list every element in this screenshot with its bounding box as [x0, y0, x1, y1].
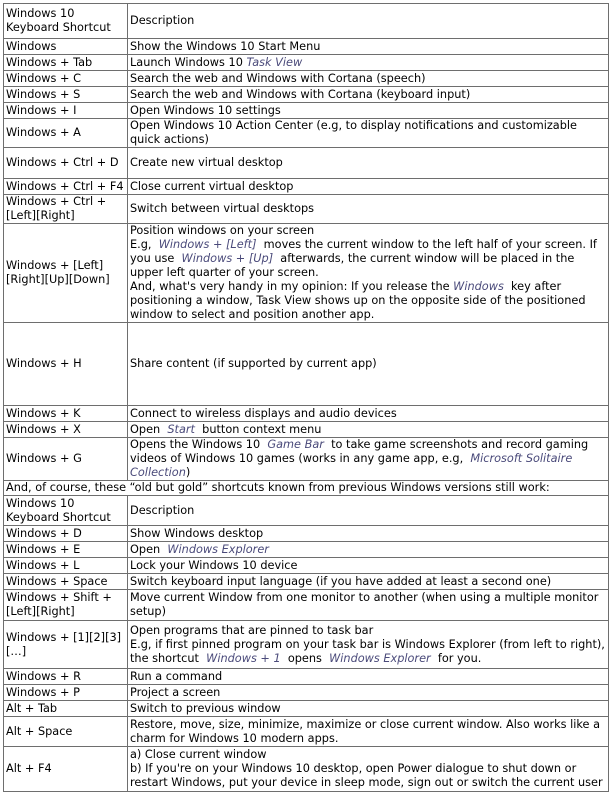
description-text: Restore, move, size, minimize, maximize or close current window. Also works like a charm for Windows 10 modern apps.: [130, 717, 604, 745]
shortcut-cell: Windows + Space: [4, 574, 128, 590]
table-row: [4, 717, 609, 747]
description-text: key after positioning a window, Task View shows up on the opposite side of the positioned window to select and position another app.: [130, 280, 590, 321]
description-cell: [128, 195, 609, 224]
description-text: Switch between virtual desktops: [130, 202, 315, 215]
shortcut-cell: Windows + [1][2][3][…]: [4, 621, 128, 669]
table-row: [4, 558, 609, 574]
shortcut-cell: Windows: [4, 39, 128, 55]
shortcut-cell: Windows + I: [4, 103, 128, 119]
table-row: [4, 406, 609, 422]
description-text: Open: [130, 422, 168, 436]
table-row: [4, 224, 609, 323]
emphasis-text: Task View: [246, 55, 303, 69]
table-row: [4, 685, 609, 701]
shortcut-cell: Windows + Ctrl + D: [4, 148, 128, 179]
shortcut-cell: Windows + S: [4, 87, 128, 103]
description-text: Position windows on your screen: [130, 224, 315, 237]
shortcut-cell: Windows + Ctrl + [Left][Right]: [4, 195, 128, 224]
table-row: [4, 195, 609, 224]
table-row: [4, 438, 609, 481]
header-description-cell: Description: [128, 496, 609, 526]
description-cell: [128, 179, 609, 195]
shortcut-cell: Windows + X: [4, 422, 128, 438]
description-text: opens: [280, 651, 330, 665]
description-text: E.g,: [130, 238, 159, 251]
description-cell: [128, 747, 609, 792]
description-text: Close current virtual desktop: [130, 179, 294, 193]
description-cell: [128, 669, 609, 685]
description-cell: [128, 438, 609, 481]
description-cell: [128, 590, 609, 621]
description-text: for you.: [430, 651, 482, 665]
shortcut-cell: Windows + Ctrl + F4: [4, 179, 128, 195]
header-shortcut-cell: Windows 10 Keyboard Shortcut: [4, 496, 128, 526]
header-description-cell: Description: [128, 4, 609, 39]
table-row: [4, 526, 609, 542]
description-text: Create new virtual desktop: [130, 156, 283, 169]
table-row: [4, 39, 609, 55]
table-row: [4, 71, 609, 87]
emphasis-text: Windows + 1: [206, 651, 281, 665]
table-header-row: [4, 4, 609, 39]
description-text: Move current Window from one monitor to another (when using a multiple monitor setup): [130, 591, 602, 618]
description-cell: [128, 148, 609, 179]
description-cell: [128, 526, 609, 542]
description-text: afterwards, the current window will be placed in the upper left quarter of your screen.: [130, 252, 578, 279]
shortcut-cell: Alt + Space: [4, 717, 128, 747]
description-text: a) Close current window: [130, 748, 267, 761]
table-row: [4, 669, 609, 685]
emphasis-text: Windows + [Up]: [181, 252, 274, 265]
description-cell: [128, 39, 609, 55]
description-text: ): [185, 466, 191, 479]
shortcut-cell: Windows + A: [4, 119, 128, 148]
description-text: Show the Windows 10 Start Menu: [130, 39, 321, 53]
table-row: [4, 323, 609, 406]
shortcut-cell: Windows + Shift + [Left][Right]: [4, 590, 128, 621]
table-row: [4, 119, 609, 148]
description-text: Switch keyboard input language (if you have added at least a second one): [130, 574, 552, 588]
description-cell: [128, 542, 609, 558]
shortcuts-table-body: [4, 4, 609, 792]
description-cell: [128, 323, 609, 406]
description-text: Lock your Windows 10 device: [130, 558, 298, 572]
shortcut-cell: Windows + K: [4, 406, 128, 422]
shortcut-cell: Windows + L: [4, 558, 128, 574]
description-text: Switch to previous window: [130, 701, 281, 715]
description-cell: [128, 574, 609, 590]
description-cell: [128, 685, 609, 701]
table-row: [4, 701, 609, 717]
description-cell: [128, 406, 609, 422]
table-row: [4, 747, 609, 792]
shortcut-cell: Windows + R: [4, 669, 128, 685]
description-cell: [128, 103, 609, 119]
separator-row: [4, 481, 609, 496]
table-row: [4, 103, 609, 119]
table-header-row: [4, 496, 609, 526]
description-text: to take game screenshots and record gaming videos of Windows 10 games (works in any game app, e.g,: [130, 438, 592, 465]
description-text: Share content (if supported by current app): [130, 357, 377, 370]
description-text: Project a screen: [130, 685, 221, 699]
description-text: E.g, if first pinned program on your task bar is Windows Explorer (from left to right), the shortcut: [130, 637, 609, 665]
description-text: Open Windows 10 Action Center (e.g, to display notifications and customizable quick actions): [130, 119, 581, 146]
description-cell: [128, 224, 609, 323]
table-row: [4, 179, 609, 195]
description-cell: [128, 558, 609, 574]
description-cell: [128, 119, 609, 148]
description-text: Connect to wireless displays and audio devices: [130, 406, 397, 420]
emphasis-text: Windows Explorer: [167, 542, 269, 556]
description-cell: [128, 621, 609, 669]
description-text: Run a command: [130, 669, 223, 683]
description-cell: [128, 55, 609, 71]
emphasis-text: Windows: [453, 280, 504, 293]
description-text: Launch Windows 10: [130, 55, 247, 69]
description-text: Opens the Windows 10: [130, 438, 268, 451]
table-row: [4, 574, 609, 590]
description-cell: [128, 71, 609, 87]
table-row: [4, 621, 609, 669]
description-text: b) If you're on your Windows 10 desktop, open Power dialogue to shut down or restart Windows, put your device in sleep mode, sign out or switch the current user: [130, 762, 603, 789]
separator-note: And, of course, these “old but gold” shortcuts known from previous Windows versions still work:: [4, 481, 609, 496]
shortcut-cell: Windows + [Left][Right][Up][Down]: [4, 224, 128, 323]
shortcut-cell: Windows + H: [4, 323, 128, 406]
description-cell: [128, 701, 609, 717]
header-shortcut-cell: Windows 10 Keyboard Shortcut: [4, 4, 128, 39]
description-text: And, what's very handy in my opinion: If you release the: [130, 280, 454, 293]
emphasis-text: Start: [167, 422, 195, 436]
description-text: Search the web and Windows with Cortana (keyboard input): [130, 87, 471, 101]
table-row: [4, 148, 609, 179]
description-text: button context menu: [194, 422, 322, 436]
shortcut-cell: Windows + C: [4, 71, 128, 87]
description-text: Search the web and Windows with Cortana (speech): [130, 71, 426, 85]
shortcut-cell: Windows + E: [4, 542, 128, 558]
emphasis-text: Windows + [Left]: [158, 238, 257, 251]
emphasis-text: Windows Explorer: [329, 651, 431, 665]
shortcut-cell: Windows + G: [4, 438, 128, 481]
description-cell: [128, 717, 609, 747]
description-text: Open programs that are pinned to task bar: [130, 623, 374, 637]
table-row: [4, 422, 609, 438]
emphasis-text: Microsoft Solitaire Collection: [130, 452, 576, 479]
shortcuts-table: [3, 3, 609, 792]
table-row: [4, 55, 609, 71]
shortcut-cell: Windows + Tab: [4, 55, 128, 71]
description-text: moves the current window to the left half of your screen. If you use: [130, 238, 601, 265]
description-text: Show Windows desktop: [130, 526, 264, 540]
table-row: [4, 590, 609, 621]
description-text: Open Windows 10 settings: [130, 103, 281, 117]
table-row: [4, 542, 609, 558]
shortcut-cell: Alt + F4: [4, 747, 128, 792]
description-cell: [128, 87, 609, 103]
emphasis-text: Game Bar: [267, 438, 324, 451]
shortcut-cell: Windows + P: [4, 685, 128, 701]
shortcut-cell: Alt + Tab: [4, 701, 128, 717]
description-text: Open: [130, 542, 168, 556]
table-row: [4, 87, 609, 103]
description-cell: [128, 422, 609, 438]
shortcut-cell: Windows + D: [4, 526, 128, 542]
